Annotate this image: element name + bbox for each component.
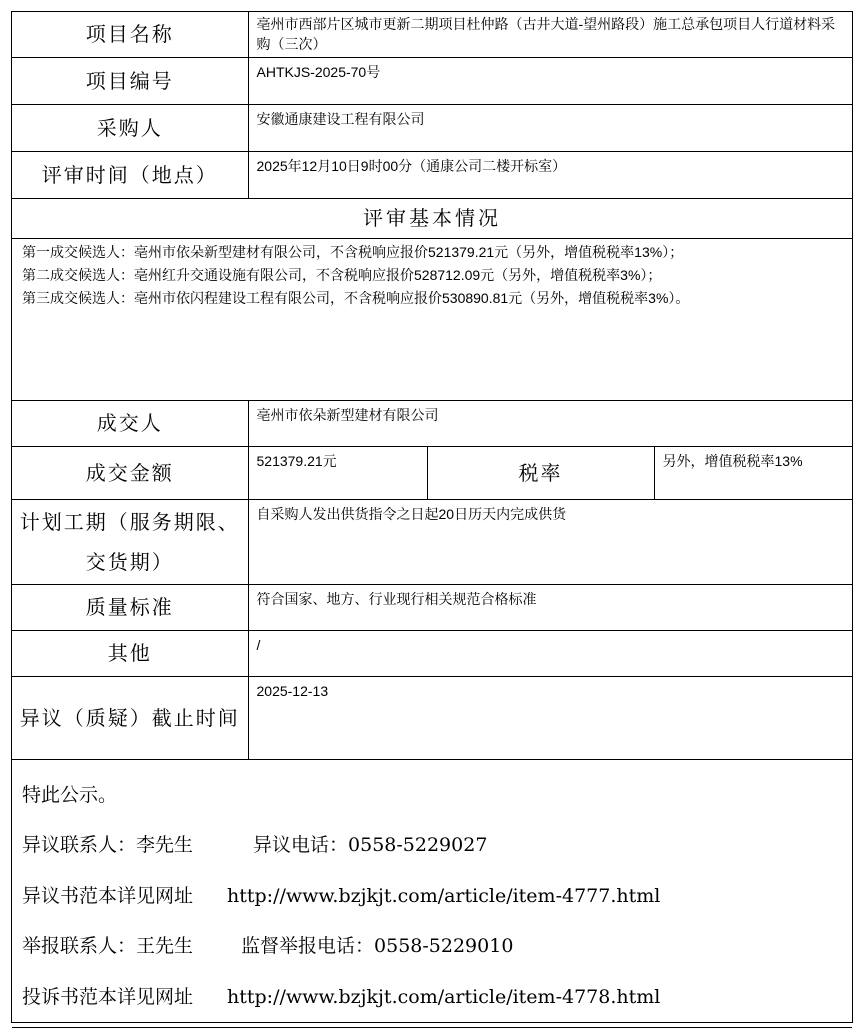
row-purchaser — [12, 104, 852, 151]
row-notice — [12, 759, 852, 1027]
other-label: 其他 — [12, 630, 248, 676]
objection-url-link[interactable]: http://www.bzjkjt.com/article/item-4777.html — [227, 884, 661, 907]
other-value: / — [248, 630, 852, 676]
winner-label: 成交人 — [12, 400, 248, 446]
project-number-value: AHTKJS-2025-70号 — [248, 57, 852, 104]
tax-rate-value: 另外，增值税税率13% — [654, 446, 852, 499]
complaint-url-link[interactable]: http://www.bzjkjt.com/article/item-4778.html — [227, 985, 661, 1008]
amount-value: 521379.21元 — [248, 446, 427, 499]
row-project-number — [12, 57, 852, 104]
candidates-list — [12, 238, 852, 400]
review-section-title: 评审基本情况 — [12, 198, 852, 238]
notice-report-line — [22, 921, 842, 972]
notice-objection-line — [22, 820, 842, 871]
schedule-label: 计划工期（服务期限、交货期） — [12, 499, 248, 584]
candidate-second: 第二成交候选人：亳州红升交通设施有限公司，不含税响应报价528712.09元（另外，增值税税率3%）； — [22, 266, 662, 283]
objection-deadline-label: 异议（质疑）截止时间 — [12, 676, 248, 759]
review-time-label: 评审时间（地点） — [12, 151, 248, 198]
objection-phone: 异议电话：0558-5229027 — [253, 834, 488, 856]
row-project-name — [12, 12, 852, 57]
row-quality — [12, 584, 852, 630]
row-objection-deadline — [12, 676, 852, 759]
notice-objection-url-line — [22, 871, 842, 922]
notice-complaint-url-line — [22, 972, 842, 1023]
project-name-value: 亳州市西部片区城市更新二期项目杜仲路（古井大道-望州路段）施工总承包项目人行道材料采购（三次） — [248, 12, 852, 57]
project-number-label: 项目编号 — [12, 57, 248, 104]
row-review-section — [12, 198, 852, 238]
announcement-document — [11, 11, 853, 1023]
row-amount — [12, 446, 852, 499]
quality-value: 符合国家、地方、行业现行相关规范合格标准 — [248, 584, 852, 630]
row-schedule — [12, 499, 852, 584]
candidate-third: 第三成交候选人：亳州市依闪程建设工程有限公司，不含税响应报价530890.81元（另外，增值税税率3%）。 — [22, 289, 690, 306]
objection-url-label: 异议书范本详见网址 — [22, 884, 194, 907]
project-name-label: 项目名称 — [12, 12, 248, 57]
report-contact: 举报联系人：王先生 — [22, 935, 194, 957]
schedule-value: 自采购人发出供货指令之日起20日历天内完成供货 — [248, 499, 852, 584]
complaint-url-label: 投诉书范本详见网址 — [22, 985, 194, 1008]
report-phone: 监督举报电话：0558-5229010 — [241, 935, 514, 957]
quality-label: 质量标准 — [12, 584, 248, 630]
row-other — [12, 630, 852, 676]
row-review-time — [12, 151, 852, 198]
review-time-value: 2025年12月10日9时00分（通康公司二楼开标室） — [248, 151, 852, 198]
objection-contact: 异议联系人：李先生 — [22, 834, 194, 856]
row-winner — [12, 400, 852, 446]
winner-value: 亳州市依朵新型建材有限公司 — [248, 400, 852, 446]
amount-label: 成交金额 — [12, 446, 248, 499]
row-candidates — [12, 238, 852, 400]
tax-rate-label: 税率 — [427, 446, 654, 499]
objection-deadline-value: 2025-12-13 — [248, 676, 852, 759]
announcement-table — [12, 12, 852, 1028]
candidate-first: 第一成交候选人：亳州市依朵新型建材有限公司，不含税响应报价521379.21元（另外，增值税税率13%）； — [22, 243, 684, 260]
purchaser-label: 采购人 — [12, 104, 248, 151]
notice-block — [12, 759, 852, 1027]
notice-intro: 特此公示。 — [22, 783, 118, 806]
purchaser-value: 安徽通康建设工程有限公司 — [248, 104, 852, 151]
